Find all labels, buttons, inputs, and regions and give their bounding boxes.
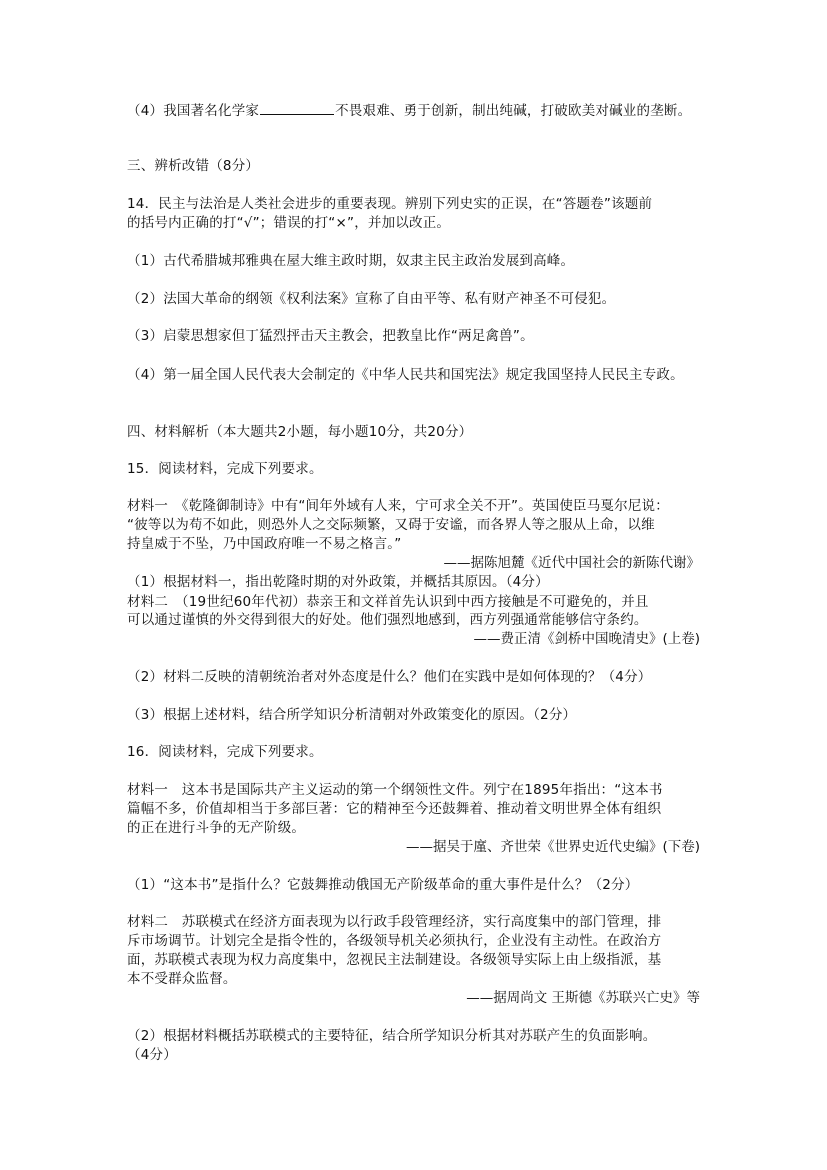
q16-material-2-source: ——据周尚文 王斯德《苏联兴亡史》等 — [466, 990, 700, 1006]
section-4-title: 四、材料解析（本大题共2小题，每小题10分，共20分） — [127, 424, 473, 440]
q16-material-2-line-3: 面，苏联模式表现为权力高度集中，忽视民主法制建设。各级领导实际上由上级指派，基 — [127, 952, 662, 968]
q15-stem: 15．阅读材料，完成下列要求。 — [127, 461, 323, 477]
q14-item-4: （4）第一届全国人民代表大会制定的《中华人民共和国宪法》规定我国坚持人民民主专政。 — [127, 367, 684, 383]
q16-material-1-line-1: 材料一 这本书是国际共产主义运动的第一个纲领性文件。列宁在1895年指出：“这本书 — [127, 782, 663, 798]
q14-item-2: （2）法国大革命的纲领《权利法案》宣称了自由平等、私有财产神圣不可侵犯。 — [127, 291, 616, 307]
q15-material-1-line-3: 持皇威于不坠，乃中国政府唯一不易之格言。” — [127, 536, 402, 552]
q16-material-1-source: ——据吴于廑、齐世荣《世界史近代史编》(下卷) — [405, 839, 700, 855]
q16-material-2-line-1: 材料二 苏联模式在经济方面表现为以行政手段管理经济，实行高度集中的部门管理，排 — [127, 914, 662, 930]
answer-blank — [260, 101, 334, 115]
q16-question-1: （1）“这本书”是指什么？它鼓舞推动俄国无产阶级革命的重大事件是什么？（2分） — [127, 877, 639, 893]
q16-material-2-line-2: 斥市场调节。计划完全是指令性的，各级领导机关必须执行，企业没有主动性。在政治方 — [127, 933, 662, 949]
q15-question-3: （3）根据上述材料，结合所学知识分析清朝对外政策变化的原因。（2分） — [127, 707, 577, 723]
q16-question-2-line-2: （4分） — [127, 1047, 177, 1063]
q15-material-2-line-2: 可以通过谨慎的外交得到很大的好处。他们强烈地感到，西方列强通常能够信守条约。 — [127, 612, 648, 628]
q15-question-2: （2）材料二反映的清朝统治者对外态度是什么？他们在实践中是如何体现的？（4分） — [127, 669, 652, 685]
q13-item-4-prefix: （4）我国著名化学家 — [127, 103, 260, 119]
q16-material-1-line-3: 的正在进行斗争的无产阶级。 — [127, 820, 306, 836]
q14-item-3: （3）启蒙思想家但丁猛烈抨击天主教会，把教皇比作“两足禽兽”。 — [127, 328, 534, 344]
q15-material-2-source: ——费正清《剑桥中国晚清史》(上卷) — [473, 631, 700, 647]
q15-question-1: （1）根据材料一，指出乾隆时期的对外政策，并概括其原因。（4分） — [127, 574, 549, 590]
q16-material-1-line-2: 篇幅不多，价值却相当于多部巨著：它的精神至今还鼓舞着、推动着文明世界全体有组织 — [127, 801, 662, 817]
q15-material-1-source: ——据陈旭麓《近代中国社会的新陈代谢》 — [443, 555, 700, 571]
q13-item-4-suffix: 不畏艰难、勇于创新，制出纯碱，打破欧美对碱业的垄断。 — [335, 103, 692, 119]
section-3-title: 三、辨析改错（8分） — [127, 158, 260, 174]
q16-stem: 16．阅读材料，完成下列要求。 — [127, 744, 323, 760]
q14-stem-line-1: 14．民主与法治是人类社会进步的重要表现。辨别下列史实的正误，在“答题卷”该题前 — [127, 196, 653, 212]
q16-question-2-line-1: （2）根据材料概括苏联模式的主要特征，结合所学知识分析其对苏联产生的负面影响。 — [127, 1028, 657, 1044]
q14-stem-line-2: 的括号内正确的打“√”；错误的打“×”，并加以改正。 — [127, 215, 451, 231]
q13-item-4 — [127, 101, 691, 120]
q15-material-2-line-1: 材料二 （19世纪60年代初）恭亲王和文祥首先认识到中西方接触是不可避免的，并且 — [127, 594, 649, 610]
q14-item-1: （1）古代希腊城邦雅典在屋大维主政时期，奴隶主民主政治发展到高峰。 — [127, 253, 575, 269]
q16-material-2-line-4: 本不受群众监督。 — [127, 971, 237, 987]
q15-material-1-line-2: “彼等以为苟不如此，则恐外人之交际频繁，又碍于安谧，而各界人等之服从上命，以维 — [127, 517, 655, 533]
q15-material-1-line-1: 材料一 《乾隆御制诗》中有“间年外域有人来，宁可求全关不开”。英国使臣马戛尔尼说： — [127, 498, 669, 514]
